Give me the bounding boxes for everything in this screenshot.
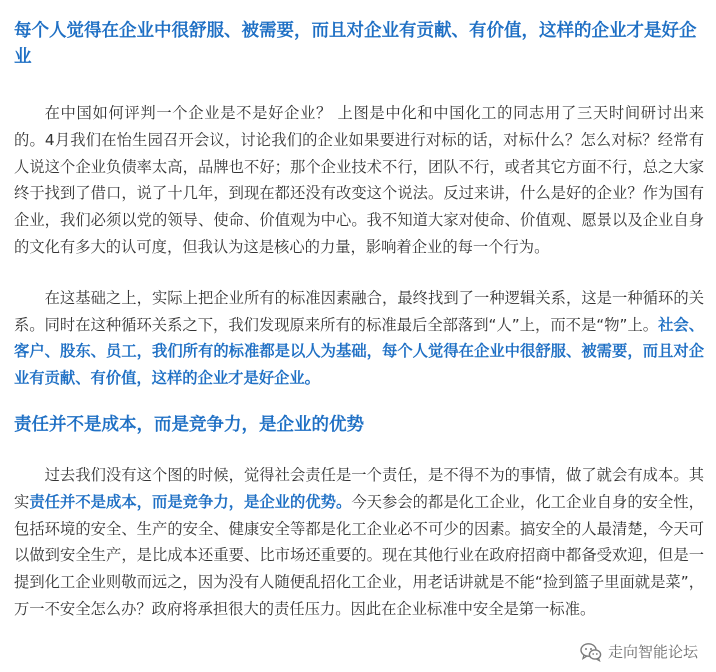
paragraph-standards-highlight: 社会、客户、股东、员工，我们所有的标准都是以人为基础，每个人觉得在企业中很舒服、被需要，而且对企业有贡献、有价值，这样的企业才是好企业。 <box>14 315 704 388</box>
section-heading-responsibility: 责任并不是成本，而是竞争力，是企业的优势 <box>14 414 364 435</box>
paragraph-evaluation: 在中国如何评判一个企业是不是好企业？ 上图是中化和中国化工的同志用了三天时间研讨出来的。4月我们在怡生园召开会议，讨论我们的企业如果要进行对标的话，对标什么？怎么对标？经常有人说这个企业负债率太高，品牌也不好；那个企业技术不行，团队不行，或者其它方面不行，总之大家终于找到了借口，说了十几年，到现在都还没有改变这个说法。反过来讲，什么是好的企业？作为国有企业，我们必须以党的领导、使命、价值观为中心。我不知道大家对使命、价值观、愿景以及企业自身的文化有多大的认可度，但我认为这是核心的力量，影响着企业的每一个行为。 <box>14 104 704 256</box>
watermark <box>576 639 702 664</box>
paragraph-standards-text: 在这基础之上，实际上把企业所有的标准因素融合，最终找到了一种逻辑关系，这是一种循环的关系。同时在这种循环关系之下，我们发现原来所有的标准最后全部落到“人”上，而不是“物”上。 <box>14 288 704 334</box>
paragraph-responsibility-end: 今天参会的都是化工企业，化工企业自身的安全性，包括环境的安全、生产的安全、健康安全等都是化工企业必不可少的因素。搞安全的人最清楚，今天可以做到安全生产，是比成本还重要、比市场还重要的。现在其他行业在政府招商中都备受欢迎，但是一提到化工企业则敬而远之，因为没有人随便乱招化工企业，用老话讲就是不能“捡到篮子里面就是菜”，万一不安全怎么办？政府将承担很大的责任压力。因此在企业标准中安全是第一标准。 <box>14 492 704 618</box>
paragraph-responsibility-start: 过去我们没有这个图的时候，觉得社会责任是一个责任，是不得不为的事情，做了就会有成本。其实 <box>14 465 704 511</box>
paragraph-standards <box>14 285 704 392</box>
article <box>14 14 704 623</box>
paragraph-responsibility <box>14 462 704 623</box>
watermark-text: 走向智能论坛 <box>607 643 698 661</box>
paragraph-responsibility-highlight: 责任并不是成本，而是竞争力，是企业的优势。 <box>29 492 352 511</box>
wechat-icon <box>580 642 602 662</box>
section-heading-good-enterprise: 每个人觉得在企业中很舒服、被需要，而且对企业有贡献、有价值，这样的企业才是好企业 <box>14 21 697 67</box>
